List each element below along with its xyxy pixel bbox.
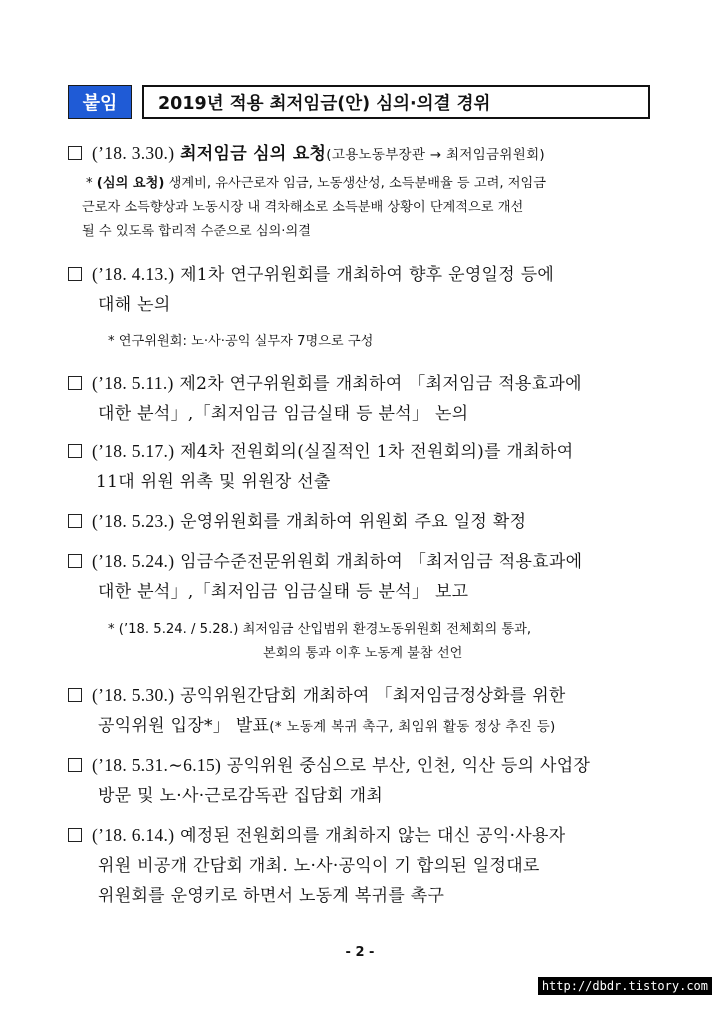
header <box>68 85 650 119</box>
asterisk-icon: * <box>86 176 93 191</box>
timeline-item: (’18. 5.17.) 제4차 전원회의(실질적인 1차 전원회의)를 개최하여 11대 위원 위촉 및 위원장 선출 <box>68 436 658 497</box>
timeline-item: (’18. 5.31.∼6.15) 공익위원 중심으로 부산, 인천, 익산 등의 사업장 방문 및 노·사·근로감독관 집담회 개최 <box>68 750 658 811</box>
request-note: * (심의 요청) 생계비, 유사근로자 임금, 노동생산성, 소득분배율 등 고려, 저임금 근로자 소득향상과 노동시장 내 격차해소로 소득분배 상황이 단계적으로 개선 될 수 있도록 합리적 수준으로 심의·의결 <box>82 176 546 239</box>
checkbox-icon <box>68 146 82 160</box>
timeline-item: (’18. 5.23.) 운영위원회를 개최하여 위원회 주요 일정 확정 <box>68 506 658 537</box>
watermark-url[interactable]: http://dbdr.tistory.com <box>538 977 712 995</box>
page-title: 2019년 적용 최저임금(안) 심의·의결 경위 <box>142 85 650 119</box>
research-committee-note: * 연구위원회: 노·사·공익 실무자 7명으로 구성 <box>108 334 374 349</box>
timeline-item: (’18. 5.11.) 제2차 연구위원회를 개최하여 「최저임금 적용효과에 대한 분석」,「최저임금 임금실태 등 분석」 논의 <box>68 368 658 429</box>
page-number: - 2 - <box>345 945 375 960</box>
checkbox-icon <box>68 758 82 772</box>
checkbox-icon <box>68 376 82 390</box>
item-date: (’18. 3.30.) <box>92 143 175 163</box>
checkbox-icon <box>68 554 82 568</box>
checkbox-icon <box>68 688 82 702</box>
checkbox-icon <box>68 514 82 528</box>
timeline-item: (’18. 5.30.) 공익위원간담회 개최하여 「최저임금정상화를 위한 공익위원 입장*」 발표(* 노동계 복귀 촉구, 최임위 활동 정상 추진 등) <box>68 680 658 742</box>
timeline-item: (’18. 6.14.) 예정된 전원회의를 개최하지 않는 대신 공익·사용자 위원 비공개 간담회 개최. 노·사·공익이 기 합의된 일정대로 위원회를 운영키로 하면서 노동계 복귀를 촉구 <box>68 820 658 911</box>
item-title: 최저임금 심의 요청 <box>180 144 327 164</box>
timeline-item: (’18. 5.24.) 임금수준전문위원회 개최하여 「최저임금 적용효과에 대한 분석」,「최저임금 임금실태 등 분석」 보고 <box>68 546 658 607</box>
asterisk-icon: * <box>108 334 115 349</box>
checkbox-icon <box>68 267 82 281</box>
checkbox-icon <box>68 828 82 842</box>
timeline-item <box>68 138 658 170</box>
asterisk-icon: * <box>108 622 115 637</box>
attachment-badge: 붙임 <box>68 85 132 119</box>
item-note: (고용노동부장관 → 최저임금위원회) <box>326 147 545 163</box>
scope-note: * (’18. 5.24. / 5.28.) 최저임금 산입범위 환경노동위원회 전체회의 통과, 본회의 통과 이후 노동계 불참 선언 <box>108 622 532 661</box>
timeline-item: (’18. 4.13.) 제1차 연구위원회를 개최하여 향후 운영일정 등에 대해 논의 <box>68 259 658 320</box>
checkbox-icon <box>68 444 82 458</box>
